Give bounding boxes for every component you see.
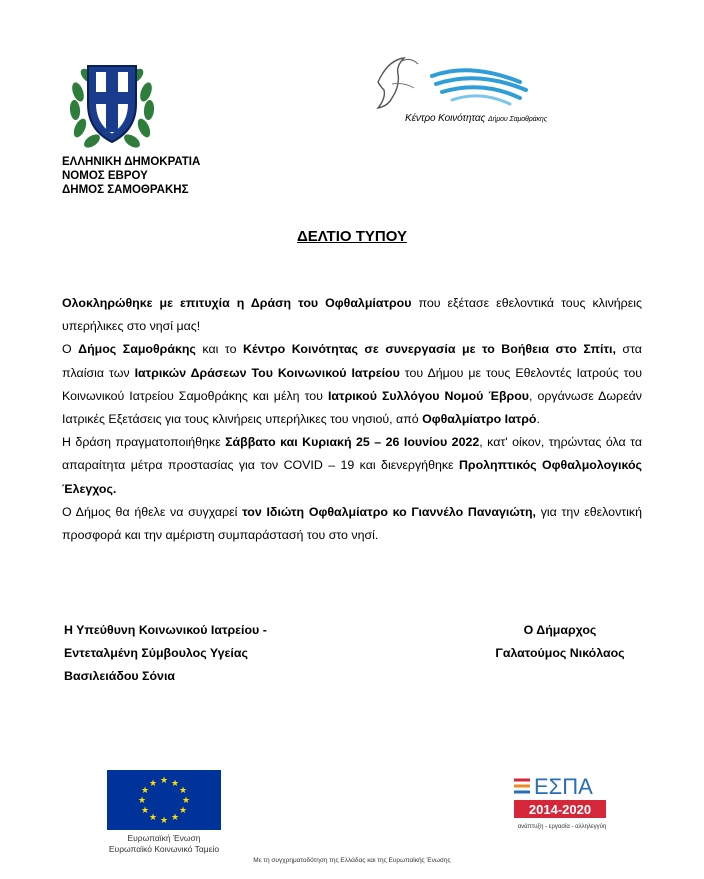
svg-text:★: ★: [159, 816, 169, 826]
svg-text:★: ★: [140, 806, 150, 816]
svg-text:★: ★: [148, 813, 158, 823]
press-release-body: [62, 292, 642, 547]
cofinancing-note: Με τη συγχρηματοδότηση της Ελλάδας και της Ευρωπαϊκής Ένωσης: [253, 857, 451, 864]
paragraph-1: [62, 292, 642, 338]
svg-text:★: ★: [159, 776, 169, 786]
community-center-name: Κέντρο Κοινότητας: [405, 113, 486, 124]
header-line-municipality: ΔΗΜΟΣ ΣΑΜΟΘΡΑΚΗΣ: [62, 184, 189, 196]
signature-right-role: Ο Δήμαρχος: [523, 623, 597, 637]
paragraph-4: [62, 501, 642, 547]
espa-title: ΕΣΠΑ: [534, 774, 593, 799]
svg-text:★: ★: [170, 813, 180, 823]
espa-logo-icon: [510, 770, 610, 832]
espa-years: 2014-2020: [528, 802, 592, 817]
svg-text:★: ★: [181, 796, 191, 806]
espa-tagline: ανάπτυξη - εργασία - αλληλεγγύη: [517, 824, 607, 830]
header-line-prefecture: ΝΟΜΟΣ ΕΒΡΟΥ: [62, 170, 148, 182]
issuer-header: [62, 155, 200, 197]
header-line-republic: ΕΛΛΗΝΙΚΗ ΔΗΜΟΚΡΑΤΙΑ: [62, 156, 201, 168]
signature-left-role-2: Εντεταλμένη Σύμβουλος Υγείας: [64, 646, 248, 660]
eu-caption-line2: Ευρωπαϊκό Κοινωνικό Ταμείο: [108, 844, 220, 854]
p1-rest: που εξέτασε εθελοντικά τους κλινήρεις υπερήλικες στο νησί μας!: [62, 296, 642, 334]
p2-d: Κέντρο Κοινότητας σε συνεργασία με το Βοήθεια στο Σπίτι,: [243, 342, 616, 357]
p3-c: , κατ' οίκον, τηρώντας όλα τα απαραίτητα μέτρα προστασίας για τον COVID – 19 και διενεργήθηκε: [62, 435, 642, 473]
community-center-logo: [370, 52, 560, 132]
svg-text:★: ★: [140, 786, 150, 796]
p4-c: για την εθελοντική προσφορά και την αμέριστη συμπαράστασή του στο νησί.: [62, 504, 643, 543]
p1-bold: Ολοκληρώθηκε με επιτυχία η Δράση του Οφθαλμίατρου: [62, 296, 412, 310]
paragraph-3: [62, 431, 642, 501]
eu-flag-icon: [107, 770, 221, 830]
svg-text:★: ★: [178, 806, 188, 816]
svg-text:★: ★: [137, 796, 147, 806]
p3-b: Σάββατο και Κυριακή 25 – 26 Ιουνίου 2022: [225, 435, 480, 450]
eu-caption: [80, 833, 248, 855]
signature-right-name: Γαλατούμος Νικόλαος: [495, 646, 625, 660]
signature-left-name: Βασιλειάδου Σόνια: [64, 669, 176, 683]
p2-b: Δήμος Σαμοθράκης: [78, 342, 196, 357]
page-title: ΔΕΛΤΙΟ ΤΥΠΟΥ: [297, 228, 407, 245]
community-center-sub: Δήμου Σαμοθράκης: [488, 116, 548, 123]
p2-f: Ιατρικών Δράσεων Του Κοινωνικού Ιατρείου: [134, 365, 400, 380]
p2-k: .: [536, 412, 540, 427]
p3-d: Προληπτικός Οφθαλμολογικός Έλεγχος.: [62, 458, 643, 496]
p2-i: , οργάνωσε Δωρεάν Ιατρικές Εξετάσεις για τους κλινήρεις υπερήλικες του νησιού, από: [62, 388, 642, 427]
svg-text:★: ★: [178, 786, 188, 796]
signature-left: [64, 619, 267, 688]
p4-b: τον Ιδιώτη Οφθαλμίατρο κο Γιαννέλο Παναγιώτη,: [242, 504, 536, 519]
eu-caption-line1: Ευρωπαϊκή Ένωση: [127, 833, 201, 843]
p2-h: Ιατρικού Συλλόγου Νομού Έβρου: [327, 388, 529, 403]
p4-a: Ο Δήμος θα ήθελε να συγχαρεί: [62, 504, 243, 519]
svg-text:★: ★: [170, 779, 180, 789]
p3-a: Η δράση πραγματοποιήθηκε: [62, 435, 226, 450]
p2-a: Ο: [62, 342, 79, 357]
p2-g: του Δήμου με τους Εθελοντές Ιατρούς του Κοινωνικού Ιατρείου Σαμοθράκης και μέλη του: [62, 365, 643, 403]
signature-right: [460, 619, 660, 665]
community-center-logo-icon: [370, 52, 560, 112]
paragraph-2: [62, 338, 642, 431]
p2-j: Οφθαλμίατρο Ιατρό: [422, 412, 537, 427]
p2-e: στα πλαίσια των: [62, 342, 642, 380]
svg-text:★: ★: [148, 779, 158, 789]
p2-c: και το: [195, 342, 244, 357]
greek-coat-of-arms-icon: [66, 52, 158, 150]
signature-left-role-1: Η Υπεύθυνη Κοινωνικού Ιατρείου -: [64, 623, 267, 637]
